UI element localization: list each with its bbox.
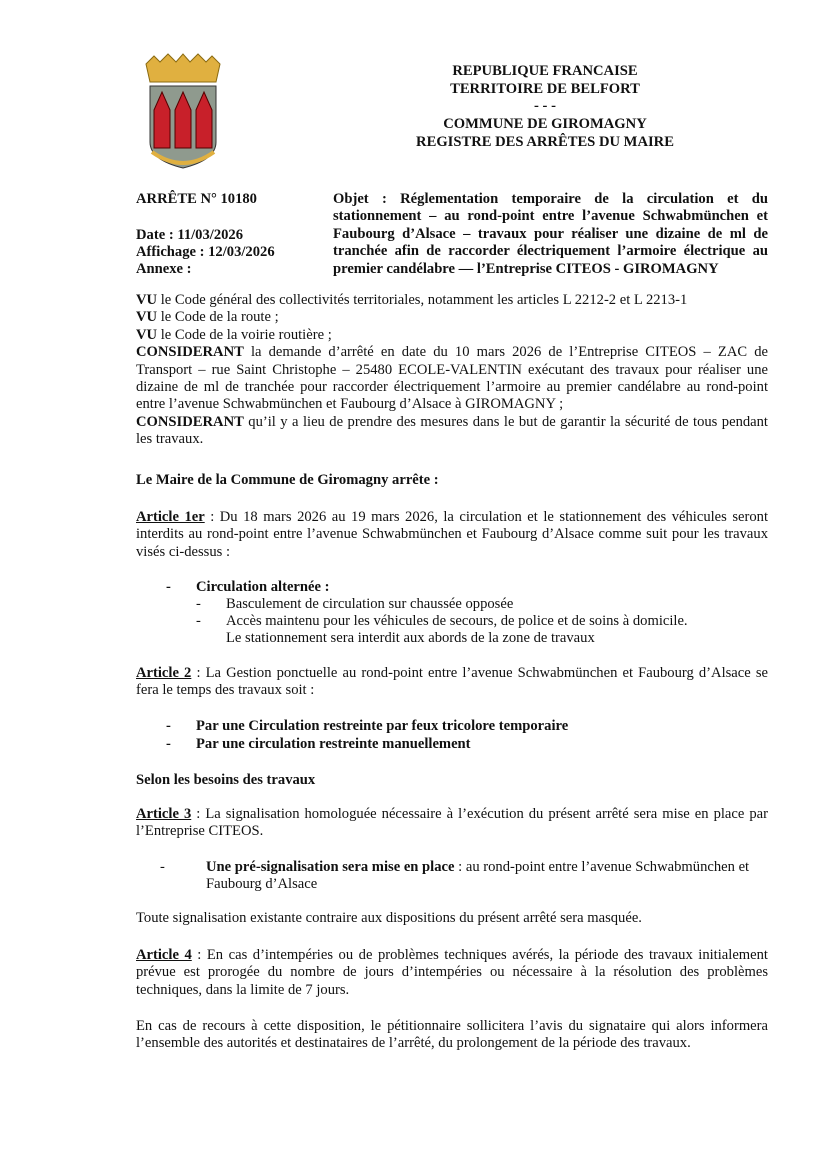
considerants (136, 292, 768, 449)
selon-besoins: Selon les besoins des travaux (136, 772, 316, 788)
article-1: Article 1er : Du 18 mars 2026 au 19 mars 2026, la circulation et le stationnement des véhicules seront interdits au rond-point entre l’avenue Schwabmünchen et Faubourg d’Alsace comme suit pour les travaux visés ci-dessus : (136, 509, 768, 560)
article-1-note: Le stationnement sera interdit aux abords de la zone de travaux (226, 630, 595, 646)
arrete-annexe: Annexe : (136, 261, 192, 277)
considerant-line: CONSIDERANT la demande d’arrêté en date du 10 mars 2026 de l’Entreprise CITEOS – ZAC de Transport – rue Saint Christophe – 25480 ECOLE-VALENTIN exécutant des travaux pour réaliser une dizaine de ml de tranchée pour raccorder électriquement l’armoire au premier candélabre au rond-point entre l’avenue Schwabmünchen et Faubourg d’Alsace à GIROMAGNY ; (136, 344, 768, 413)
article-4-recours: En cas de recours à cette disposition, le pétitionnaire sollicitera l’avis du signataire qui alors informera l’ensemble des autorités et destinataires de l’arrêté, du prolongement de la période des travaux. (136, 1018, 768, 1052)
article-3: Article 3 : La signalisation homologuée nécessaire à l’exécution du présent arrêté sera mise en place par l’Entreprise CITEOS. (136, 806, 768, 840)
header-registre: REGISTRE DES ARRÊTES DU MAIRE (416, 134, 674, 150)
article-4: Article 4 : En cas d’intempéries ou de problèmes techniques avérés, la période des travaux initialement prévue est prorogée du nombre de jours d’intempéries ou nécessaire à la résolution des problèmes techniques, dans la limite de 7 jours. (136, 947, 768, 998)
arrete-number: ARRÊTE N° 10180 (136, 191, 257, 207)
article-1-sub: - Basculement de circulation sur chaussée opposée (196, 596, 514, 612)
arrete-date: Date : 11/03/2026 (136, 227, 244, 243)
article-3-toute: Toute signalisation existante contraire aux dispositions du présent arrêté sera masquée. (136, 910, 642, 926)
header-republique: REPUBLIQUE FRANCAISE (452, 63, 638, 79)
considerant-line: CONSIDERANT qu’il y a lieu de prendre des mesures dans le but de garantir la sécurité de tous pendant les travaux. (136, 413, 768, 448)
article-2: Article 2 : La Gestion ponctuelle au rond-point entre l’avenue Schwabmünchen et Faubourg d’Alsace se fera le temps des travaux soit : (136, 665, 768, 699)
header-commune: COMMUNE DE GIROMAGNY (443, 116, 647, 132)
vu-line: VU le Code de la route ; (136, 309, 279, 326)
article-1-sub: - Accès maintenu pour les véhicules de secours, de police et de soins à domicile. (196, 613, 688, 629)
article-1-bullet: - Circulation alternée : (166, 579, 330, 595)
arrete-objet: Objet : Réglementation temporaire de la circulation et du stationnement – au rond-point entre l’avenue Schwabmünchen et Faubourg d’Alsace – travaux pour réaliser une dizaine de ml de tranchée afin de raccorder électriquement l’armoire électrique au premier candélabre — l’Entreprise CITEOS - GIROMAGNY (333, 191, 768, 277)
header-separator: - - - (534, 98, 556, 114)
article-2-bullet: - Par une Circulation restreinte par feux tricolore temporaire (166, 718, 569, 734)
coat-of-arms-logo (140, 52, 226, 170)
article-3-bullet: - Une pré-signalisation sera mise en place : au rond-point entre l’avenue Schwabmünchen et Faubourg d’Alsace (160, 859, 750, 893)
arrete-affichage: Affichage : 12/03/2026 (136, 244, 275, 260)
article-2-bullet: - Par une circulation restreinte manuellement (166, 736, 471, 752)
header-territoire: TERRITOIRE DE BELFORT (450, 81, 640, 97)
vu-line: VU le Code général des collectivités territoriales, notamment les articles L 2212-2 et L 2213-1 (136, 292, 688, 308)
vu-line: VU le Code de la voirie routière ; (136, 326, 332, 343)
maire-arrete: Le Maire de la Commune de Giromagny arrête : (136, 472, 439, 488)
